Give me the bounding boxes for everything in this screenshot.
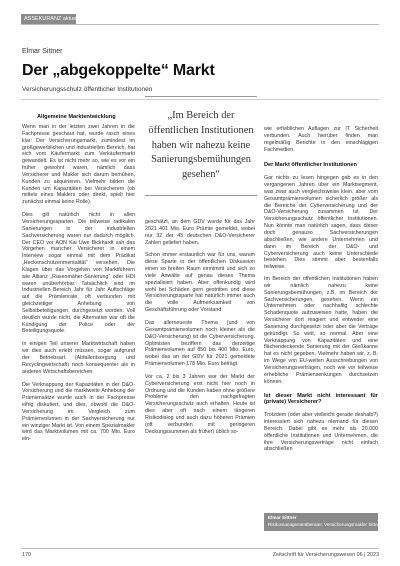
pull-quote: [145, 96, 257, 196]
pull-quote-text: „Im Bereich der öffentlichen Institutionen haben wir nahezu keine Sanierungsbemühungen gesehen“: [148, 110, 254, 181]
paragraph: Vor ca. 2 bis 3 Jahren war der Markt der Cyberversicherung erst nicht hier noch in Ordnung und die Kunden haben ohne größere Probleme den nachgefragten Versicherungsschutz auch erhalten. Heute ist dies aber oft nach einem längeren Risikodialog und auch dazu höheren Prämien (oft verbunden mit geringeren Deckungssummen als früher) üblich so-: [145, 373, 255, 435]
paragraph: Die Verknappung der Kapazitäten in der D&O-Versicherung und die marktweite Anhebung der Prämiensätze wurde auch in der Fachpresse eifrig diskutiert, und dies, obwohl die D&O-Versicherung im Vergleich zum Prämienvolumen in der Sachversicherung nur ein winziger Markt ist. Von einem Spezialmakler wird das Marktvolumen mit ca. 700 Mio. Euro ein-: [22, 381, 135, 443]
paragraph: geschätzt, an dem GDV wurde für das Jahr 2021 401 Mio. Euro Prämie gemeldet, wobei nur 32 der 45 deutschen D&O-Versicherer Zahlen geliefert haben.: [145, 219, 255, 246]
article-subtitle: Versicherungsschutz öffentlicher Institutionen: [22, 86, 153, 93]
journal-citation: Zeitschrift für Versicherungswesen 06 | 2023: [272, 552, 379, 558]
paragraph: Schon immer erstaunlich war für uns, warum diese Sparte in der öffentlichen Diskussion einen so breiten Raum einnimmt und sich so viele Anwälte auf genau dieses Thema spezialisiert haben. Aber offenkundig wird wohl bei Schäden gern gestritten und diese Versicherungssparte hat natürlich immer auch die volle Aufmerksamkeit von Geschäftsführung oder Vorstand.: [145, 252, 255, 314]
paragraph: Trotzdem (oder aber vielleicht gerade deshalb?) interessiert sich nahezu niemand für diesen Bereich. Dabei gibt es mehr als 20.000 öffentliche Institutionen und Unternehmen, die ihre Versicherungsverträge nicht einfach abschließen: [264, 412, 378, 453]
author-box-affiliation: Risikomanagementberater, Versicherungsmakler Sittner, Leipzig: [268, 521, 399, 527]
section-heading-public-institutions: Der Markt öffentlicher Institutionen: [264, 162, 357, 169]
paragraph: Das allerneueste Thema (und von Gesamtprämienvolumen noch kleiner als die D&O-Versicherung) ist die Cyberversicherung. Optimisten beziffern das derzeitige Prämienvolumen auf 850 bis 400 Mio. Euro, wobei das an der GDV für 2021 gemeldete Prämienvolumen 178 Mio. Euro beträgt.: [145, 319, 255, 368]
paragraph: Im Bereich der öffentlichen Institutionen haben wir nämlich nahezu keine Sanierungsbemühungen, z.B. im Bereich der Sachversicherungen, gesehen. Wenn ein Unternehmen oder nachhaltig schlechte Schadenquote aufzuweisen hatte, haben die Versicherer dort reagiert und entweder eine Sanierung durchgesetzt oder aber die Verträge gekündigt. So weit, so normal. Aber eine Verknappung von Kapazitäten und eine flächendeckende Sanierung mit der Gießkanne hat es nicht gegeben. Vielmehr haben wir, z. B. im Wege von EU-weiten Ausschreibungen von Versicherungsverträgen, noch wie vor teilweise erhebliche Prämiensenkungen durchsetzen können.: [264, 276, 378, 385]
page-title: Der „abgekoppelte“ Markt: [22, 62, 215, 79]
paragraph: Wenn man in der letzten zwei Jahren in die Fachpresse geschaut hat, wurde rasch eines klar: Der Versicherungsmarkt, zumindest im großgewerblichen und industriellen Bereich, hat sich vom Käufermarkt zum Verkäufermarkt gewandelt. Es ist nicht mehr so, wie es vor ein früher gewohnt waren, nämlich dass Versicherer und Makler sich darum bemühen, Kunden zu akquirieren. Vielmehr bilden die Kunden um Kapazitäten bei Versicherern (ob mittels eines Maklers oder direkt, spielt hier zunächst einmal keine Rolle).: [22, 124, 135, 206]
column-3: [264, 126, 378, 458]
footer-rule: [21, 548, 379, 549]
paragraph: wie erheblichen Auflagen zur IT Sicherheit verbunden. Auch hierüber finden man regelmäßig Berichte in den einschlägigen Fachmedien.: [264, 126, 378, 153]
paragraph: Dies gilt natürlich nicht in allen Versicherungssparten. Die teilweise radikalen Sanierungen in der industriellen Sachversicherung waren nur dadurch möglich. Der CEO vor AON Kai Uwe Bickhardt sah das Vorgehen mancher Versicherer in einem Interview sogar einmal mit dem Prädikat „Heckenschützenmentalität“ versehen. Die Klagen über das Vorgehen von Marktführern wie Allianz „Rasenmäher-Sanierung“ oder HDI waren unüberhörbar. Tatsächlich sind im Industriellen Bereich Jahr für Jahr Auftschläge auf die Prämienrate, oft verbunden mit gleichzeitiger Anhebung von Selbstbeteiligungen, durchgesetzt worden. Voll deutlich wurde nicht, die Alternative war oft die Kündigung der Police oder der Beteiligungsquote.: [22, 212, 135, 335]
paragraph: In einigen Teil unserer Marktwirtschaft haben wir dies auch erlebt müssen, sogar aufgrund der Betriebsart (Abfallentsorgung und Recyclingwirtschaft) noch konsequenter als in anderen Wirtschaftsbereichen.: [22, 341, 135, 375]
author-box-name: Elmar Sittner: [268, 515, 297, 520]
page-number: 170: [22, 552, 31, 558]
column-1: [22, 124, 135, 449]
top-rule: [21, 24, 379, 25]
section-heading-market-development: Allgemeine Marktentwicklung: [37, 114, 116, 120]
section-rubric: ASSEKURANZ aktuell: [21, 14, 76, 24]
author-name: Elmar Sittner: [22, 48, 63, 55]
column-2: [145, 219, 255, 441]
author-info-box: [264, 513, 399, 531]
section-heading-interest: Ist dieser Markt nicht interessant für (private) Versicherer?: [264, 392, 378, 406]
paragraph: Gar nichts zu lesen hingegen gab es in den vergangenen Jahren über ein Marktsegment, was zwar auch vergleichsweise klein, aber vom Gesamtprämienvolumen sicherlich größer als die Bereiche der Cyberversicherung und der D&O-Versicherung zusammen ist. Der Versicherungsschutz öffentlicher Institutionen. Nun könnte man natürlich sagen, dass dieser doch genauso Sachversicherungen abschließen, wie andere Unternehmen und dann im Bereich der D&O- und Cyberversicherung auch keine Unterschiede bestehen. Dies stimmt aber bestenfalls teilweise.: [264, 175, 378, 271]
